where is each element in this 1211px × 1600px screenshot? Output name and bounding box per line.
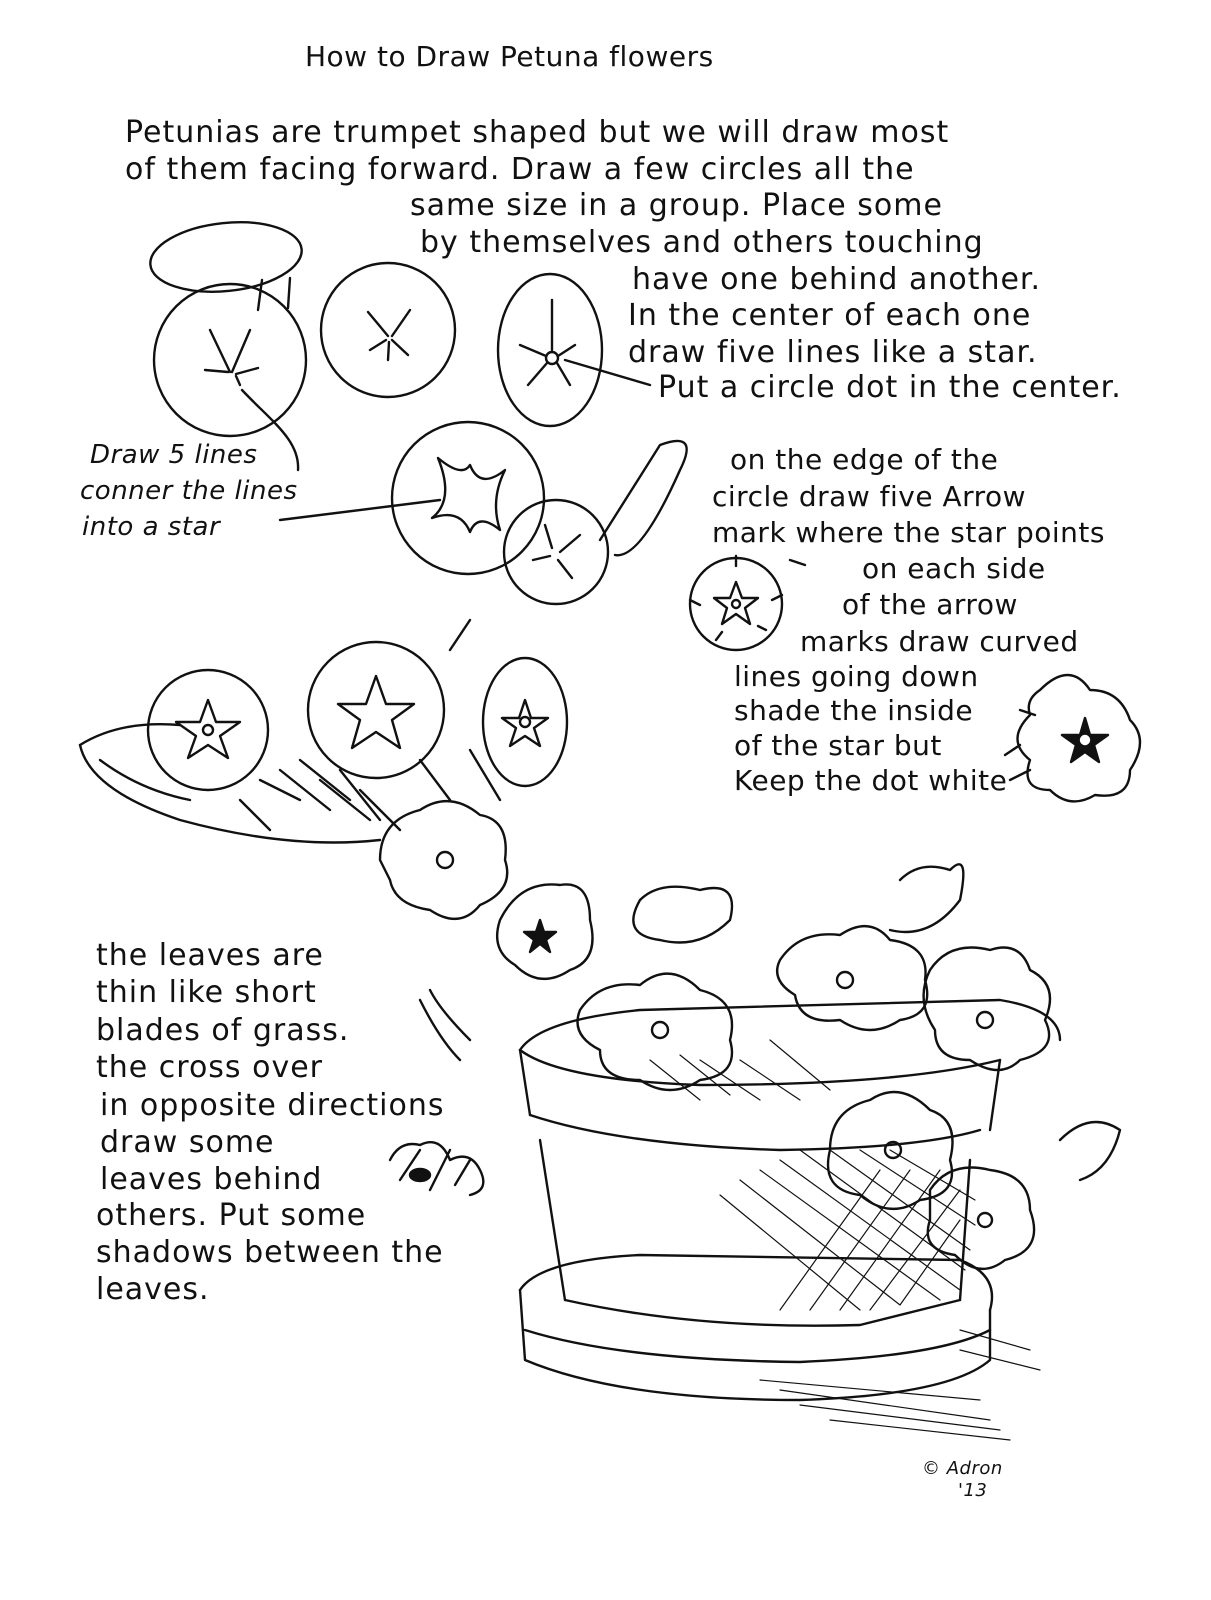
- page-title: How to Draw Petuna flowers: [305, 40, 714, 73]
- arrow-note-line: Keep the dot white: [734, 764, 1008, 797]
- leaves-note-line: blades of grass.: [96, 1013, 350, 1048]
- intro-line: of them facing forward. Draw a few circles all the: [125, 152, 915, 187]
- intro-line: Petunias are trumpet shaped but we will draw most: [125, 115, 950, 150]
- arrow-note-line: of the star but: [734, 729, 942, 762]
- leaves-note-line: leaves behind: [100, 1162, 323, 1197]
- arrow-note-line: circle draw five Arrow: [712, 480, 1027, 513]
- shaded-star-example: [1005, 675, 1140, 801]
- leaf-sketch: [390, 1142, 483, 1195]
- intro-line: Put a circle dot in the center.: [658, 370, 1122, 405]
- star-note-line: Draw 5 lines: [90, 440, 258, 470]
- arrow-note-line: shade the inside: [734, 694, 974, 727]
- flower-pot-illustration: [380, 801, 1120, 1440]
- leaves-note-line: draw some: [100, 1125, 275, 1160]
- intro-line: draw five lines like a star.: [628, 335, 1038, 370]
- arrow-note-line: lines going down: [734, 660, 979, 693]
- star-note-line: conner the lines: [80, 476, 298, 506]
- leaves-note-line: others. Put some: [96, 1198, 367, 1233]
- step3-bowl-flowers: [80, 642, 567, 843]
- leaves-note-line: shadows between the: [96, 1235, 444, 1270]
- leaves-note-line: in opposite directions: [100, 1088, 445, 1123]
- intro-line: In the center of each one: [628, 298, 1032, 333]
- intro-line: have one behind another.: [632, 262, 1042, 297]
- step2-star-circles: [280, 422, 687, 650]
- arrow-note-line: on the edge of the: [730, 443, 999, 476]
- arrow-mark-example: [690, 556, 805, 650]
- arrow-note-line: on each side: [862, 552, 1046, 585]
- leaves-note-line: the leaves are: [96, 938, 324, 973]
- leaves-note-line: thin like short: [96, 975, 317, 1010]
- intro-line: same size in a group. Place some: [410, 188, 943, 223]
- intro-line: by themselves and others touching: [420, 225, 984, 260]
- star-note-line: into a star: [82, 512, 221, 542]
- leaves-note-line: leaves.: [96, 1272, 210, 1307]
- arrow-note-line: marks draw curved: [800, 625, 1079, 658]
- arrow-note-line: of the arrow: [842, 588, 1018, 621]
- credit-name: © Adron: [922, 1458, 1003, 1479]
- credit-year: '13: [958, 1480, 988, 1501]
- leaves-note-line: the cross over: [96, 1050, 323, 1085]
- arrow-note-line: mark where the star points: [712, 516, 1105, 549]
